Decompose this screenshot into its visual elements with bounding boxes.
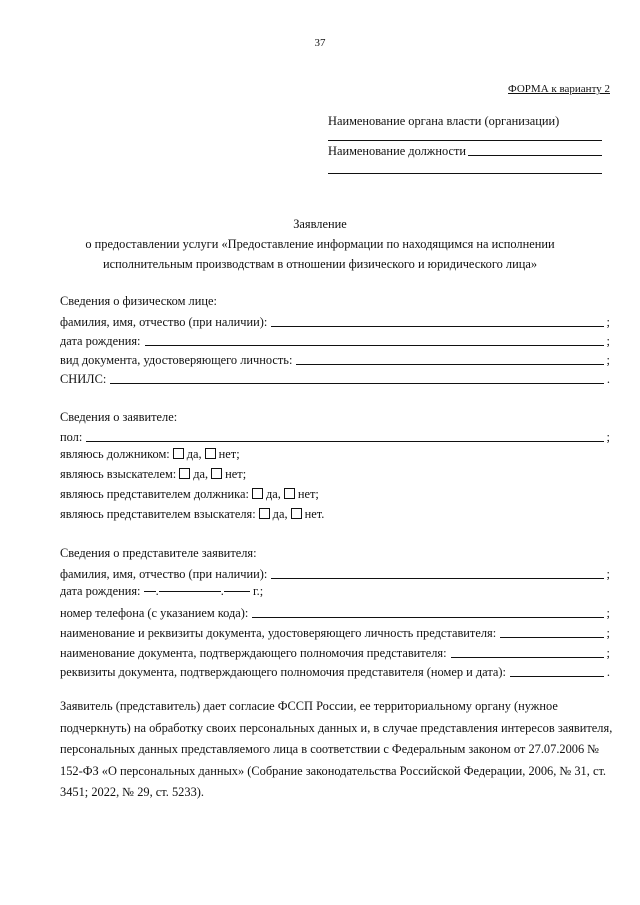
form-reference: ФОРМА к варианту 2 xyxy=(508,83,610,95)
rep-birth-suffix: г.; xyxy=(252,584,264,598)
rep-fio-field[interactable] xyxy=(271,578,603,579)
consent-paragraph: Заявитель (представитель) дает согласие ФССП России, ее территориальному органу (нужное подчеркнуть) на обработку своих персональных данных и, в случае представления интересов заявителя, персональных данных представляемого лица в соответствии с Федеральным законом от 27.07.2006 № 152-ФЗ «О персональных данных» (Собрание законодательства Российской Федерации, 2006, № 31, ст. 3451; 2022, № 29, ст. 5233). xyxy=(60,699,613,799)
rep-fio-row: фамилия, имя, отчество (при наличии): ; xyxy=(60,567,610,581)
claimant-rep-no-label: нет xyxy=(304,507,322,521)
authority-org-label: Наименование органа власти (организации) xyxy=(328,114,560,128)
rep-birth-month-field[interactable] xyxy=(159,591,221,592)
claimant-rep-no-checkbox[interactable] xyxy=(291,508,302,519)
debtor-rep-label: являюсь представителем должника: xyxy=(60,487,249,501)
title-heading: Заявление xyxy=(293,217,347,231)
person-fio-label: фамилия, имя, отчество (при наличии): xyxy=(60,315,268,329)
person-snils-label: СНИЛС: xyxy=(60,372,107,386)
title-line-1: о предоставлении услуги «Предоставление информации по находящимся на исполнении xyxy=(85,237,555,251)
rep-authority-doc-row: наименование документа, подтверждающего полномочия представителя: ; xyxy=(60,646,610,660)
debtor-rep-no-checkbox[interactable] xyxy=(284,488,295,499)
rep-id-doc-field[interactable] xyxy=(500,637,603,638)
person-doc-label: вид документа, удостоверяющего личность: xyxy=(60,353,293,367)
rep-birth-day-field[interactable] xyxy=(144,591,156,592)
rep-id-doc-row: наименование и реквизиты документа, удостоверяющего личность представителя: ; xyxy=(60,626,610,640)
claimant-label: являюсь взыскателем: xyxy=(60,467,177,481)
claimant-rep-yes-label: да, xyxy=(272,507,288,521)
person-doc-field[interactable] xyxy=(296,364,603,365)
person-fio-row: фамилия, имя, отчество (при наличии): ; xyxy=(60,315,610,329)
rep-birth-row: дата рождения: . . г.; xyxy=(60,584,264,598)
authority-extra-line[interactable] xyxy=(328,173,602,174)
rep-authority-details-row: реквизиты документа, подтверждающего полномочия представителя (номер и дата): . xyxy=(60,665,610,679)
rep-birth-label: дата рождения: xyxy=(60,584,141,598)
claimant-yes-label: да, xyxy=(193,467,209,481)
rep-fio-label: фамилия, имя, отчество (при наличии): xyxy=(60,567,268,581)
claimant-no-label: нет xyxy=(225,467,243,481)
rep-authority-doc-field[interactable] xyxy=(451,657,604,658)
claimant-rep-yes-checkbox[interactable] xyxy=(259,508,270,519)
authority-position-row xyxy=(328,144,602,159)
person-birth-label: дата рождения: xyxy=(60,334,141,348)
applicant-gender-field[interactable] xyxy=(86,441,603,442)
rep-phone-field[interactable] xyxy=(252,617,603,618)
claimant-no-checkbox[interactable] xyxy=(211,468,222,479)
rep-birth-year-field[interactable] xyxy=(224,591,250,592)
debtor-rep-yes-label: да, xyxy=(265,487,281,501)
debtor-rep-yes-checkbox[interactable] xyxy=(252,488,263,499)
title-line-2: исполнительным производствам в отношении физического и юридического лица» xyxy=(102,257,538,271)
page-number: 37 xyxy=(314,37,326,49)
debtor-rep-no-label: нет xyxy=(297,487,316,501)
document-title xyxy=(0,214,640,274)
debtor-yes-label: да, xyxy=(186,447,202,461)
claimant-rep-label: являюсь представителем взыскателя: xyxy=(60,507,256,521)
rep-phone-row: номер телефона (с указанием кода): ; xyxy=(60,606,610,620)
person-snils-field[interactable] xyxy=(110,383,604,384)
person-birth-field[interactable] xyxy=(145,345,604,346)
applicant-debtor-row: являюсь должником: да, нет; xyxy=(60,447,240,461)
debtor-yes-checkbox[interactable] xyxy=(173,448,184,459)
applicant-gender-row: пол: ; xyxy=(60,430,610,444)
rep-id-doc-label: наименование и реквизиты документа, удостоверяющего личность представителя: xyxy=(60,626,497,640)
rep-phone-label: номер телефона (с указанием кода): xyxy=(60,606,249,620)
applicant-claimant-rep-row: являюсь представителем взыскателя: да, нет. xyxy=(60,507,325,521)
debtor-label: являюсь должником: xyxy=(60,447,170,461)
rep-authority-doc-label: наименование документа, подтверждающего полномочия представителя: xyxy=(60,646,447,660)
rep-authority-details-label: реквизиты документа, подтверждающего полномочия представителя (номер и дата): xyxy=(60,665,506,679)
debtor-no-checkbox[interactable] xyxy=(205,448,216,459)
authority-org-line[interactable] xyxy=(328,140,602,141)
authority-position-line[interactable] xyxy=(468,155,602,156)
person-doc-row: вид документа, удостоверяющего личность: ; xyxy=(60,353,610,367)
claimant-yes-checkbox[interactable] xyxy=(179,468,190,479)
person-snils-row: СНИЛС: . xyxy=(60,372,610,386)
person-heading: Сведения о физическом лице: xyxy=(60,294,217,308)
applicant-heading: Сведения о заявителе: xyxy=(60,410,178,424)
debtor-no-label: нет xyxy=(218,447,237,461)
rep-authority-details-field[interactable] xyxy=(510,676,604,677)
applicant-debtor-rep-row: являюсь представителем должника: да, нет; xyxy=(60,487,319,501)
representative-heading: Сведения о представителе заявителя: xyxy=(60,546,257,560)
person-birth-row: дата рождения: ; xyxy=(60,334,610,348)
person-fio-field[interactable] xyxy=(271,326,603,327)
applicant-gender-label: пол: xyxy=(60,430,83,444)
applicant-claimant-row: являюсь взыскателем: да, нет; xyxy=(60,467,247,481)
authority-position-label: Наименование должности xyxy=(328,144,467,158)
